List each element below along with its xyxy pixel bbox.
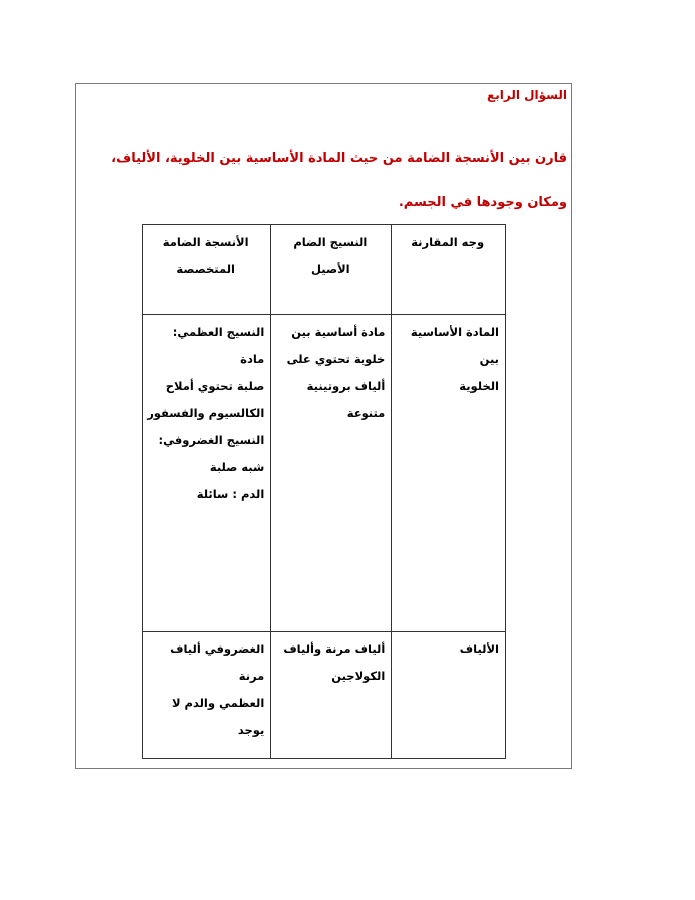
fibers-spec-line-2: مرنة [238, 669, 265, 683]
cell-fibers-face [392, 632, 506, 759]
fibers-spec-line-1: الغضروفي ألياف [170, 642, 265, 656]
question-title: السؤال الرابع [487, 88, 567, 102]
table-header-row [143, 225, 506, 315]
matrix-spec-line-2: صلبة تحتوي أملاح [165, 379, 265, 393]
header-face [392, 225, 506, 315]
cell-matrix-proper [271, 315, 392, 632]
matrix-proper-line-2: خلوية تحتوي على [286, 352, 386, 366]
question-text: قارن بين الأنسجة الضامة من حيث المادة الأساسية بين الخلوية، الألياف، ومكان وجودها في الجسم. [111, 151, 567, 210]
fibers-face-label: الألياف [459, 642, 499, 656]
matrix-proper-line-1: مادة أساسية بين [291, 325, 386, 339]
cell-matrix-face [392, 315, 506, 632]
matrix-proper-line-4: متنوعة [346, 406, 386, 420]
table-row-fibers [143, 632, 506, 759]
matrix-spec-line-1: النسيج العظمي: مادة [172, 325, 265, 366]
matrix-proper-line-3: ألياف بروتينية [306, 379, 386, 393]
comparison-table [142, 224, 506, 759]
header-specialized-line-2: المتخصصة [176, 262, 235, 276]
fibers-proper-line-1: ألياف مرنة وألياف [283, 642, 386, 656]
header-specialized [143, 225, 271, 315]
cell-fibers-proper [271, 632, 392, 759]
matrix-face-line-1: المادة الأساسية بين [410, 325, 499, 366]
cell-fibers-specialized [143, 632, 271, 759]
table-row-matrix [143, 315, 506, 632]
matrix-spec-line-4: النسيج الغضروفي: [158, 433, 265, 447]
matrix-face-line-2: الخلوية [459, 379, 499, 393]
fibers-spec-line-3: العظمي والدم لا يوجد [171, 696, 265, 737]
header-face-label: وجه المقارنة [411, 235, 485, 249]
header-proper-label: النسيج الضام الأصيل [293, 235, 368, 276]
fibers-proper-line-2: الكولاجين [331, 669, 386, 683]
header-proper [271, 225, 392, 315]
cell-matrix-specialized [143, 315, 271, 632]
matrix-spec-line-5: شبه صلبة [209, 460, 265, 474]
matrix-spec-line-6: الدم : سائلة [196, 487, 265, 501]
header-specialized-line-1: الأنسجة الضامة [162, 235, 249, 249]
matrix-spec-line-3: الكالسيوم والفسفور [147, 406, 265, 420]
